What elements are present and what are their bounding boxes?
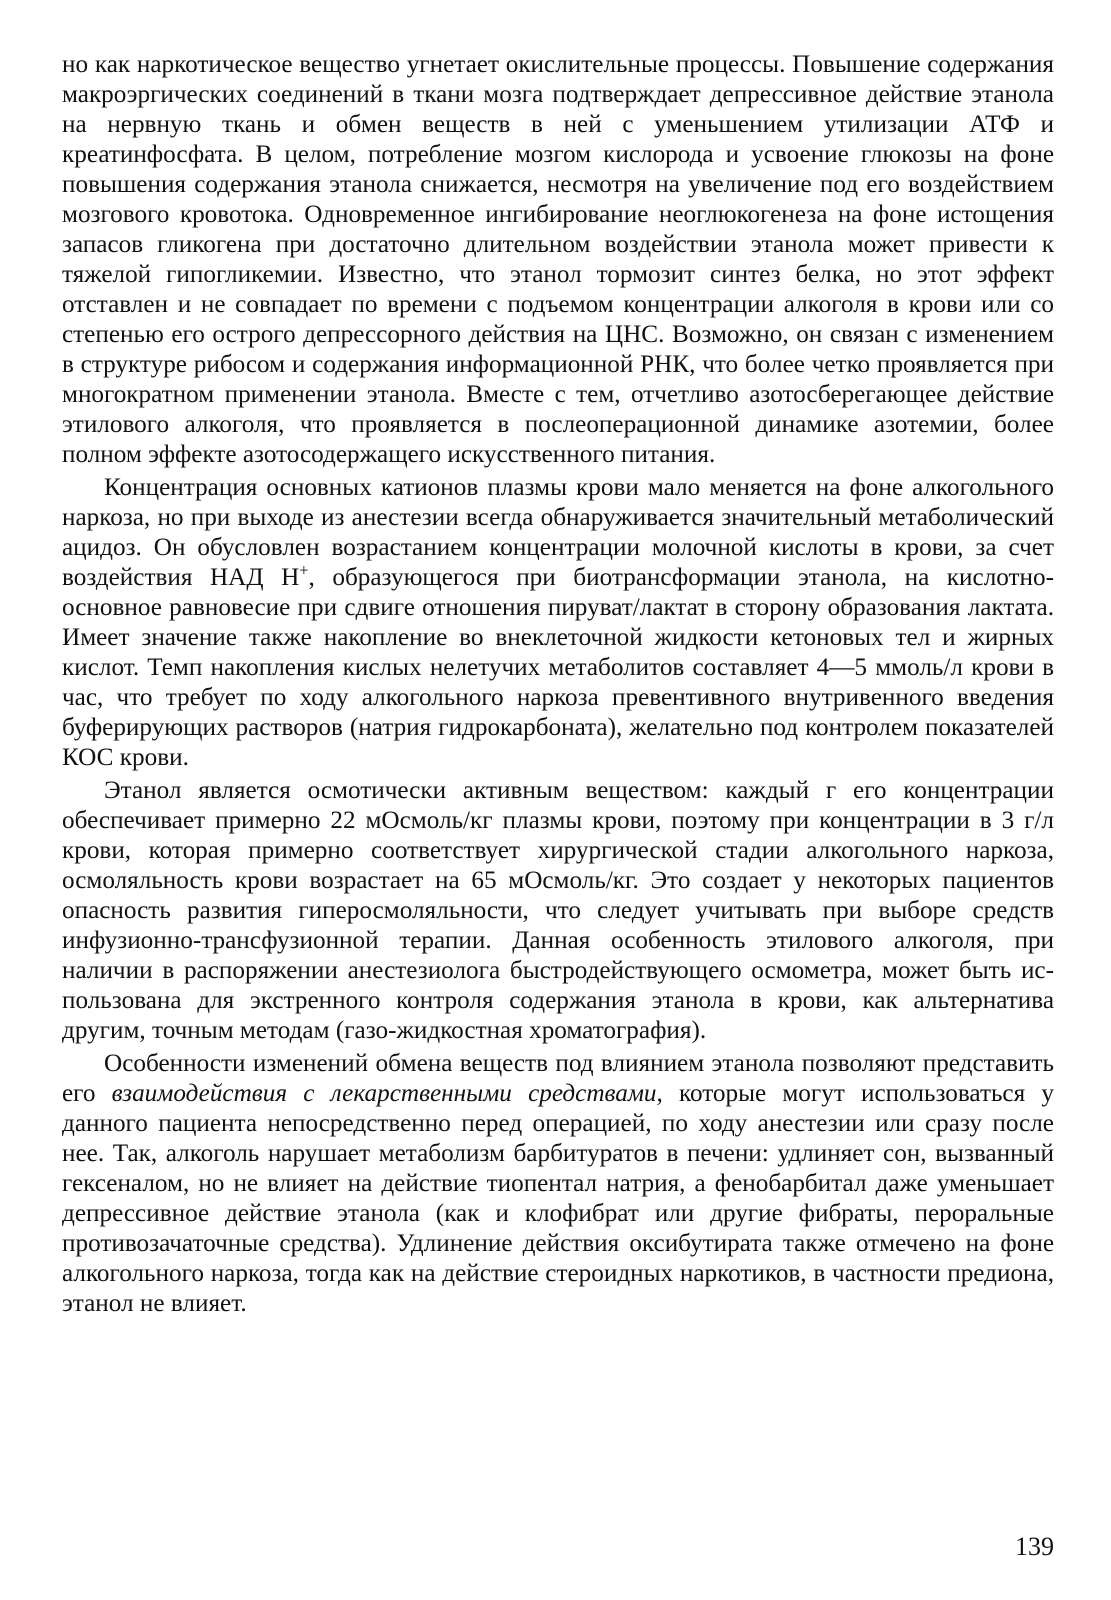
- page-number: 139: [1015, 1532, 1054, 1561]
- drug-interactions-italic-phrase: взаимодействия с лекарственными средствами,: [111, 1080, 663, 1107]
- nad-superscript: +: [299, 560, 309, 580]
- paragraph-drug-interactions: [62, 1049, 1054, 1319]
- paragraph-osmolality: Этанол является осмотически активным веществом: каждый г его концентрации обеспечивает примерно 22 мОсмоль/кг плазмы крови, поэтому при концентрации в 3 г/л крови, которая примерно соответствует хирургической стадии алкогольного наркоза, осмоляльность крови возрастает на 65 мОсмоль/кг. Это создает у некоторых пациентов опасность развития гиперосмоляльности, что следует учитывать при выборе средств инфузионно-трансфузионной терапии. Данная особенность этилового алкоголя, при наличии в распоряжении анестезиолога быстродействующего осмометра, может быть использована для экстренного контроля содержания этанола в крови, как альтернатива другим, точным методам (газо-жидкостная хроматография).: [62, 777, 1054, 1044]
- paragraph-acidosis-text-before: Концентрация основных катионов плазмы крови мало меняется на фоне алкогольного наркоза, но при выходе из анестезии всегда обнаруживается значительный метаболический ацидоз. Он обусловлен возрастанием концентрации молочной кислоты в крови, за счет воздействия НАД Н: [62, 474, 1054, 591]
- paragraph-metabolism-continuation: но как наркотическое вещество угнетает окислительные процессы. Повышение содержания макроэргических соединений в ткани мозга подтверждает депрессивное действие этанола на нервную ткань и обмен веществ в ней с уменьшением утилизации АТФ и креатинфосфата. В целом, потребление мозгом кислорода и усвоение глюкозы на фоне повышения содержания этанола снижается, несмотря на увеличение под его воздействием мозгового кровотока. Одновременное ингибирование неоглюкогенеза на фоне истощения запасов гликогена при достаточно длительном воздействии этанола может привести к тяжелой гипогликемии. Известно, что этанол тормозит синтез белка, но этот эффект отставлен и не совпадает по времени с подъемом концентрации алкоголя в крови или со степенью его острого депрессорного действия на ЦНС. Возможно, он связан с изменением в структуре рибосом и содержания информационной РНК, что более четко проявляется при многократном применении этанола. Вместе с тем, отчетливо азотосберегающее действие этилового алкоголя, что проявляется в послеоперационной динамике азотемии, более полном эффекте азотосодержащего искусственного питания.: [62, 51, 1054, 468]
- paragraph-drug-interactions-text-before: Особенности изменений обмена веществ под влиянием этанола позволяют представить его: [62, 1050, 1054, 1107]
- page-body: [62, 50, 1054, 1319]
- paragraph-drug-interactions-text-after: которые могут использоваться у данного пациента непосредственно перед операцией, по ходу анестезии или сразу после нее. Так, алкоголь нарушает метаболизм барбитуратов в печени: удлиняет сон, вызванный гексеналом, но не влияет на действие тиопентал натрия, а фенобарбитал даже уменьшает депрессивное действие этанола (как и клофибрат или другие фибраты, пероральные противозачаточные средства). Удлинение действия оксибутирата также отмечено на фоне алкогольного наркоза, тогда как на действие стероидных наркотиков, в частности предиона, этанол не влияет.: [62, 1080, 1054, 1317]
- paragraph-acidosis: [62, 473, 1054, 773]
- paragraph-acidosis-text-after: , образующегося при биотрансформации этанола, на кислотно-основное равновесие при сдвиге отношения пируват/лактат в сторону образования лактата. Имеет значение также накопление во внеклеточной жидкости кетоновых тел и жирных кислот. Темп накопления кислых нелетучих метаболитов составляет 4—5 ммоль/л крови в час, что требует по ходу алкогольного наркоза превентивного внутривенного введения буферирующих растворов (натрия гидрокарбоната), желательно под контролем показателей КОС крови.: [62, 564, 1054, 771]
